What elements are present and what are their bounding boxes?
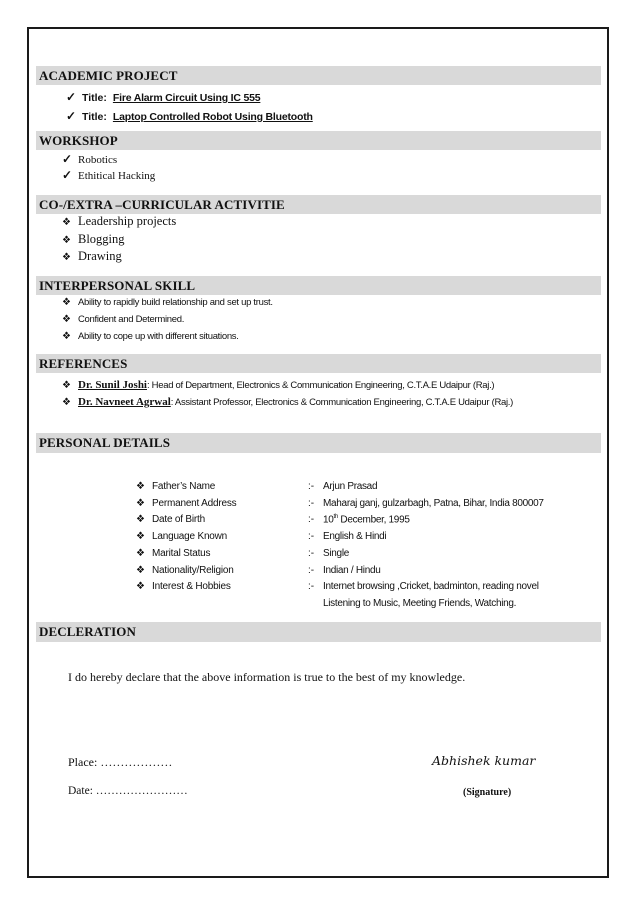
personal-row-dob-value: 10th December, 1995 <box>323 514 410 526</box>
date-label: Date: …………………… <box>68 785 188 797</box>
diamond-bullet-icon: ❖ <box>62 380 71 391</box>
personal-row-address-label: ❖ Permanent Address <box>136 498 237 509</box>
personal-row-address-value: Maharaj ganj, gulzarbagh, Patna, Bihar, India 800007 <box>323 498 544 509</box>
activity-label: Drawing <box>78 249 122 263</box>
activity-label: Blogging <box>78 232 125 246</box>
project-label: Title: <box>82 111 107 123</box>
diamond-bullet-icon: ❖ <box>136 565 145 576</box>
personal-row-father-label: ❖ Father’s Name <box>136 481 216 492</box>
personal-row-nationality-value: Indian / Hindu <box>323 565 381 576</box>
checkmark-icon: ✓ <box>66 109 77 123</box>
reference-name: Dr. Sunil Joshi <box>78 379 147 391</box>
diamond-bullet-icon: ❖ <box>62 397 71 408</box>
skill-label: Ability to rapidly build relationship and set up trust. <box>78 297 273 308</box>
separator: :- <box>308 498 315 509</box>
personal-row-hobbies-value: Internet browsing ,Cricket, badminton, reading novel <box>323 581 539 592</box>
declaration-text: I do hereby declare that the above information is true to the best of my knowledge. <box>68 670 466 684</box>
skill-label: Confident and Determined. <box>78 314 185 325</box>
diamond-bullet-icon: ❖ <box>62 217 71 228</box>
activity-item-1 <box>62 214 176 229</box>
reference-item-1 <box>62 375 494 393</box>
personal-row-marital-value: Single <box>323 548 349 559</box>
separator: :- <box>308 531 315 542</box>
project-title: Laptop Controlled Robot Using Bluetooth <box>112 111 313 123</box>
diamond-bullet-icon: ❖ <box>62 252 71 263</box>
separator: :- <box>308 481 315 492</box>
workshop-item-label: Robotics <box>78 154 118 166</box>
checkmark-icon: ✓ <box>66 90 77 104</box>
separator: :- <box>308 514 315 525</box>
personal-row-hobbies-value-continued: Listening to Music, Meeting Friends, Watching. <box>323 598 517 609</box>
project-item-1 <box>66 88 260 106</box>
workshop-item-2 <box>62 168 155 183</box>
personal-row-father-value: Arjun Prasad <box>323 481 378 492</box>
section-heading-declaration: DECLERATION <box>36 622 601 642</box>
diamond-bullet-icon: ❖ <box>62 235 71 246</box>
section-heading-references: REFERENCES <box>36 354 601 373</box>
activity-item-2 <box>62 232 125 247</box>
diamond-bullet-icon: ❖ <box>136 481 145 492</box>
place-label: Place: ……………… <box>68 755 173 769</box>
reference-item-2 <box>62 392 513 410</box>
workshop-item-1 <box>62 152 117 167</box>
personal-row-nationality-label: ❖ Nationality/Religion <box>136 565 234 576</box>
personal-row-hobbies-label: ❖ Interest & Hobbies <box>136 581 231 592</box>
section-heading-activities: CO-/EXTRA –CURRICULAR ACTIVITIE <box>36 195 601 214</box>
skill-item-3 <box>62 331 239 342</box>
project-item-2 <box>66 107 313 125</box>
diamond-bullet-icon: ❖ <box>62 331 71 342</box>
personal-row-language-value: English & Hindi <box>323 531 387 542</box>
section-heading-interpersonal: INTERPERSONAL SKILL <box>36 276 601 295</box>
section-heading-personal-details: PERSONAL DETAILS <box>36 433 601 453</box>
diamond-bullet-icon: ❖ <box>62 314 71 325</box>
section-heading-academic-project: ACADEMIC PROJECT <box>36 66 601 85</box>
checkmark-icon: ✓ <box>62 168 73 182</box>
reference-detail: : Assistant Professor, Electronics & Communication Engineering, C.T.A.E Udaipur (Raj.) <box>170 397 513 408</box>
reference-detail: : Head of Department, Electronics & Communication Engineering, C.T.A.E Udaipur (Raj.) <box>147 380 495 391</box>
diamond-bullet-icon: ❖ <box>62 297 71 308</box>
activity-item-3 <box>62 249 122 264</box>
signature-label: (Signature) <box>463 787 512 798</box>
diamond-bullet-icon: ❖ <box>136 548 145 559</box>
skill-item-2 <box>62 314 184 325</box>
separator: :- <box>308 548 315 559</box>
diamond-bullet-icon: ❖ <box>136 531 145 542</box>
signature-name: Abhishek kumar <box>432 753 536 768</box>
skill-item-1 <box>62 297 273 308</box>
separator: :- <box>308 565 315 576</box>
workshop-item-label: Ethitical Hacking <box>78 170 156 182</box>
checkmark-icon: ✓ <box>62 152 73 166</box>
activity-label: Leadership projects <box>78 214 177 228</box>
personal-row-marital-label: ❖ Marital Status <box>136 548 211 559</box>
separator: :- <box>308 581 315 592</box>
reference-name: Dr. Navneet Agrwal <box>78 396 171 408</box>
diamond-bullet-icon: ❖ <box>136 514 145 525</box>
skill-label: Ability to cope up with different situations. <box>78 331 239 342</box>
diamond-bullet-icon: ❖ <box>136 581 145 592</box>
personal-row-language-label: ❖ Language Known <box>136 531 228 542</box>
section-heading-workshop: WORKSHOP <box>36 131 601 150</box>
diamond-bullet-icon: ❖ <box>136 498 145 509</box>
project-label: Title: <box>82 92 107 104</box>
personal-row-dob-label: ❖ Date of Birth <box>136 514 205 525</box>
project-title: Fire Alarm Circuit Using IC 555 <box>112 92 261 104</box>
